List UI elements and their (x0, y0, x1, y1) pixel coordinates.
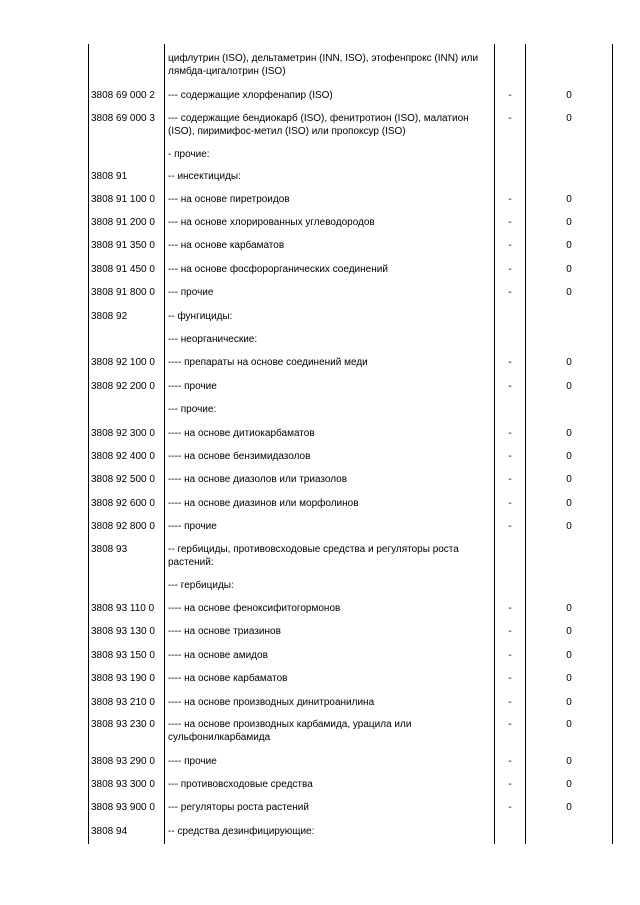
unit-cell: - (508, 113, 512, 124)
tariff-code: 3808 92 100 0 (91, 357, 155, 368)
tariff-code: 3808 91 100 0 (91, 194, 155, 205)
duty-rate: 0 (566, 194, 572, 205)
unit-cell: - (508, 287, 512, 298)
duty-rate: 0 (566, 779, 572, 790)
duty-rate: 0 (566, 673, 572, 684)
tariff-code: 3808 69 000 2 (91, 90, 155, 101)
goods-description: -- инсектициды: (168, 171, 241, 182)
tariff-code: 3808 69 000 3 (91, 113, 155, 124)
tariff-code: 3808 92 800 0 (91, 521, 155, 532)
duty-rate: 0 (566, 719, 572, 730)
tariff-code: 3808 92 500 0 (91, 474, 155, 485)
goods-description: -- средства дезинфицирующие: (168, 826, 315, 837)
duty-rate: 0 (566, 521, 572, 532)
duty-rate: 0 (566, 264, 572, 275)
goods-description: ---- препараты на основе соединений меди (168, 357, 368, 368)
unit-cell: - (508, 650, 512, 661)
unit-cell: - (508, 357, 512, 368)
goods-description: ---- прочие (168, 521, 217, 532)
goods-description: --- на основе фосфорорганических соединений (168, 264, 388, 275)
column-divider-left (88, 44, 89, 844)
unit-cell: - (508, 381, 512, 392)
unit-cell: - (508, 719, 512, 730)
tariff-code: 3808 93 300 0 (91, 779, 155, 790)
unit-cell: - (508, 194, 512, 205)
unit-cell: - (508, 521, 512, 532)
duty-rate: 0 (566, 90, 572, 101)
goods-description: ---- на основе триазинов (168, 626, 281, 637)
goods-description: --- прочие: (168, 404, 217, 415)
unit-cell: - (508, 802, 512, 813)
tariff-code: 3808 94 (91, 826, 128, 837)
duty-rate: 0 (566, 240, 572, 251)
tariff-code: 3808 91 200 0 (91, 217, 155, 228)
goods-description: ---- прочие (168, 381, 217, 392)
goods-description: ---- на основе диазинов или морфолинов (168, 498, 359, 509)
unit-cell: - (508, 697, 512, 708)
goods-description: ---- на основе дитиокарбаматов (168, 428, 315, 439)
unit-cell: - (508, 264, 512, 275)
unit-cell: - (508, 217, 512, 228)
tariff-code: 3808 91 800 0 (91, 287, 155, 298)
goods-description: --- регуляторы роста растений (168, 802, 309, 813)
tariff-code: 3808 93 110 0 (91, 603, 155, 614)
tariff-code: 3808 93 130 0 (91, 626, 155, 637)
unit-cell: - (508, 779, 512, 790)
duty-rate: 0 (566, 357, 572, 368)
goods-description: --- на основе карбаматов (168, 240, 285, 251)
tariff-code: 3808 92 400 0 (91, 451, 155, 462)
tariff-code: 3808 93 150 0 (91, 650, 155, 661)
column-divider-code (164, 44, 165, 844)
duty-rate: 0 (566, 756, 572, 767)
duty-rate: 0 (566, 287, 572, 298)
goods-description: ---- на основе амидов (168, 650, 268, 661)
tariff-code: 3808 92 600 0 (91, 498, 155, 509)
goods-description: - прочие: (168, 149, 210, 160)
duty-rate: 0 (566, 626, 572, 637)
goods-description: ---- на основе бензимидазолов (168, 451, 311, 462)
tariff-code: 3808 91 350 0 (91, 240, 155, 251)
tariff-code: 3808 93 230 0 (91, 719, 155, 730)
goods-description: -- фунгициды: (168, 311, 233, 322)
duty-rate: 0 (566, 381, 572, 392)
unit-cell: - (508, 428, 512, 439)
goods-description: ---- на основе диазолов или триазолов (168, 474, 348, 485)
goods-description: --- противовсходовые средства (168, 779, 313, 790)
duty-rate: 0 (566, 603, 572, 614)
goods-description: цифлутрин (ISO), дельтаметрин (INN, ISO), этофенпрокс (INN) или лямбда-цигалотрин (ISO) (168, 53, 479, 77)
duty-rate: 0 (566, 697, 572, 708)
goods-description: ---- прочие (168, 756, 217, 767)
goods-description: --- содержащие хлорфенапир (ISO) (168, 90, 333, 101)
tariff-code: 3808 93 190 0 (91, 673, 155, 684)
duty-rate: 0 (566, 428, 572, 439)
goods-description: ---- на основе производных динитроанилина (168, 697, 375, 708)
goods-description: ---- на основе феноксифитогормонов (168, 603, 341, 614)
unit-cell: - (508, 626, 512, 637)
duty-rate: 0 (566, 451, 572, 462)
tariff-code: 3808 93 (91, 544, 128, 555)
unit-cell: - (508, 498, 512, 509)
tariff-code: 3808 91 450 0 (91, 264, 155, 275)
goods-description: --- на основе хлорированных углеводородов (168, 217, 375, 228)
goods-description: --- гербициды: (168, 580, 234, 591)
duty-rate: 0 (566, 802, 572, 813)
tariff-code: 3808 92 300 0 (91, 428, 155, 439)
tariff-code: 3808 93 900 0 (91, 802, 155, 813)
duty-rate: 0 (566, 498, 572, 509)
tariff-code: 3808 92 (91, 311, 128, 322)
goods-description: --- неорганические: (168, 334, 258, 345)
column-divider-right (612, 44, 613, 844)
tariff-code: 3808 91 (91, 171, 128, 182)
unit-cell: - (508, 474, 512, 485)
unit-cell: - (508, 756, 512, 767)
duty-rate: 0 (566, 113, 572, 124)
goods-description: --- содержащие бендиокарб (ISO), фенитротион (ISO), малатион (ISO), пиримифос-метил (ISO) или пропоксур (ISO) (168, 113, 469, 137)
tariff-code: 3808 92 200 0 (91, 381, 155, 392)
goods-description: -- гербициды, противовсходовые средства и регуляторы роста растений: (168, 544, 459, 568)
unit-cell: - (508, 673, 512, 684)
unit-cell: - (508, 451, 512, 462)
goods-description: ---- на основе карбаматов (168, 673, 288, 684)
unit-cell: - (508, 603, 512, 614)
tariff-code: 3808 93 210 0 (91, 697, 155, 708)
goods-description: ---- на основе производных карбамида, урацила или сульфонилкарбамида (168, 719, 412, 743)
unit-cell: - (508, 240, 512, 251)
unit-cell: - (508, 90, 512, 101)
goods-description: --- на основе пиретроидов (168, 194, 290, 205)
duty-rate: 0 (566, 217, 572, 228)
tariff-code: 3808 93 290 0 (91, 756, 155, 767)
goods-description: --- прочие (168, 287, 214, 298)
duty-rate: 0 (566, 474, 572, 485)
duty-rate: 0 (566, 650, 572, 661)
